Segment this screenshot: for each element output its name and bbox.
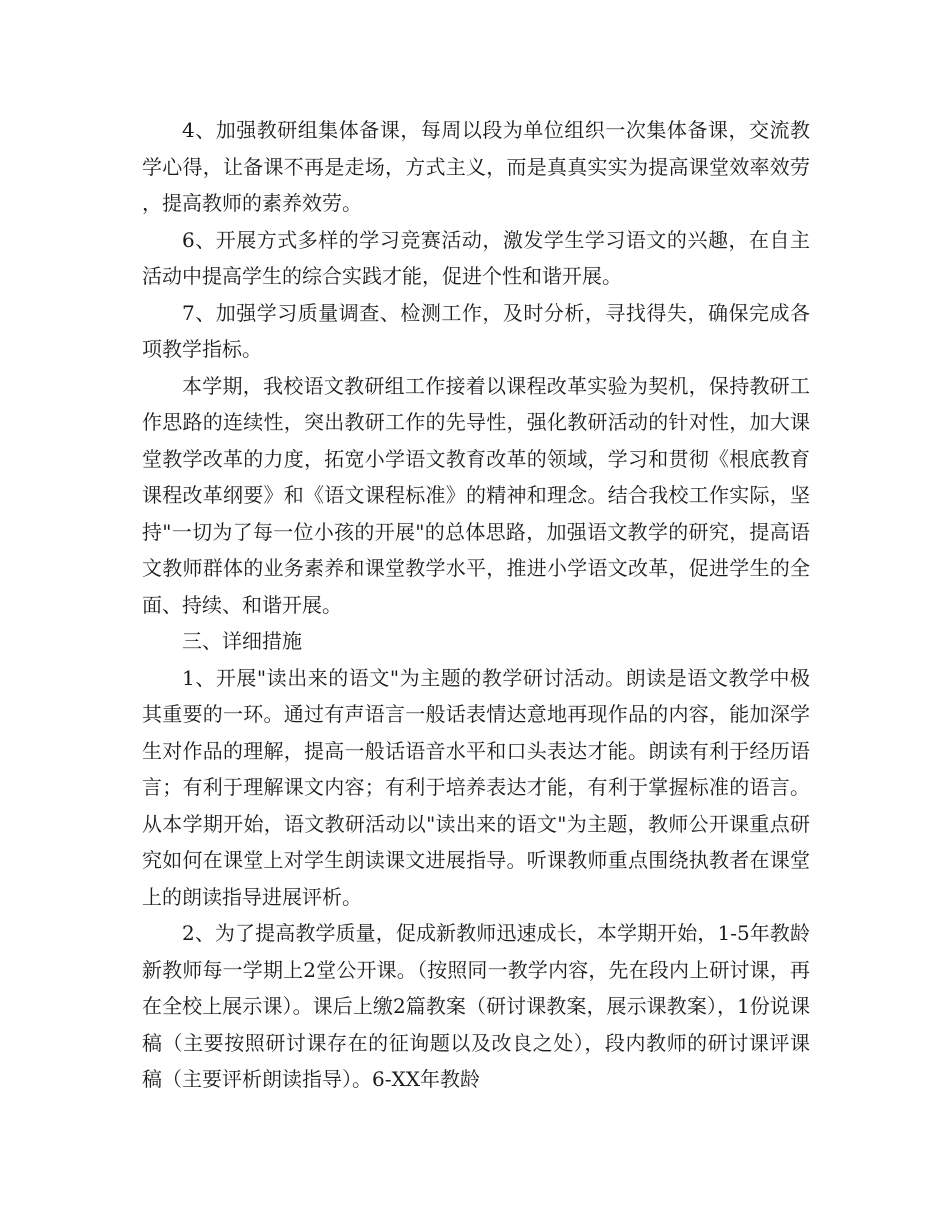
paragraph-item-7: 7、加强学习质量调查、检测工作，及时分析，寻找得失，确保完成各项教学指标。 <box>142 300 810 361</box>
document-body <box>142 112 810 1098</box>
section-heading-measures: 三、详细措施 <box>182 629 302 653</box>
paragraph-measure-1: 1、开展"读出来的语文"为主题的教学研讨活动。朗读是语文教学中极其重要的一环。通过有声语言一般话表情达意地再现作品的内容，能加深学生对作品的理解，提高一般话语音水平和口头表达才能。朗读有利于经历语言；有利于理解课文内容；有利于培养表达才能，有利于掌握标准的语言。从本学期开始，语文教研活动以"读出来的语文"为主题，教师公开课重点研究如何在课堂上对学生朗读课文进展指导。听课教师重点围绕执教者在课堂上的朗读指导进展评析。 <box>142 665 810 909</box>
paragraph-semester-summary: 本学期，我校语文教研组工作接着以课程改革实验为契机，保持教研工作思路的连续性，突出教研工作的先导性，强化教研活动的针对性，加大课堂教学改革的力度，拓宽小学语文教育改革的领域，学习和贯彻《根底教育课程改革纲要》和《语文课程标准》的精神和理念。结合我校工作实际，坚持"一切为了每一位小孩的开展"的总体思路，加强语文教学的研究，提高语文教师群体的业务素养和课堂教学水平，推进小学语文改革，促进学生的全面、持续、和谐开展。 <box>142 373 810 617</box>
paragraph-item-4: 4、加强教研组集体备课，每周以段为单位组织一次集体备课，交流教学心得，让备课不再是走场，方式主义，而是真真实实为提高课堂效率效劳，提高教师的素养效劳。 <box>142 118 810 215</box>
paragraph-item-6: 6、开展方式多样的学习竞赛活动，激发学生学习语文的兴趣，在自主活动中提高学生的综合实践才能，促进个性和谐开展。 <box>142 227 810 288</box>
paragraph-measure-2: 2、为了提高教学质量，促成新教师迅速成长，本学期开始，1-5年教龄新教师每一学期上2堂公开课。（按照同一教学内容，先在段内上研讨课，再在全校上展示课）。课后上缴2篇教案（研讨课教案，展示课教案），1份说课稿（主要按照研讨课存在的征询题以及改良之处），段内教师的研讨课评课稿（主要评析朗读指导）。6-XX年教龄 <box>142 921 810 1091</box>
